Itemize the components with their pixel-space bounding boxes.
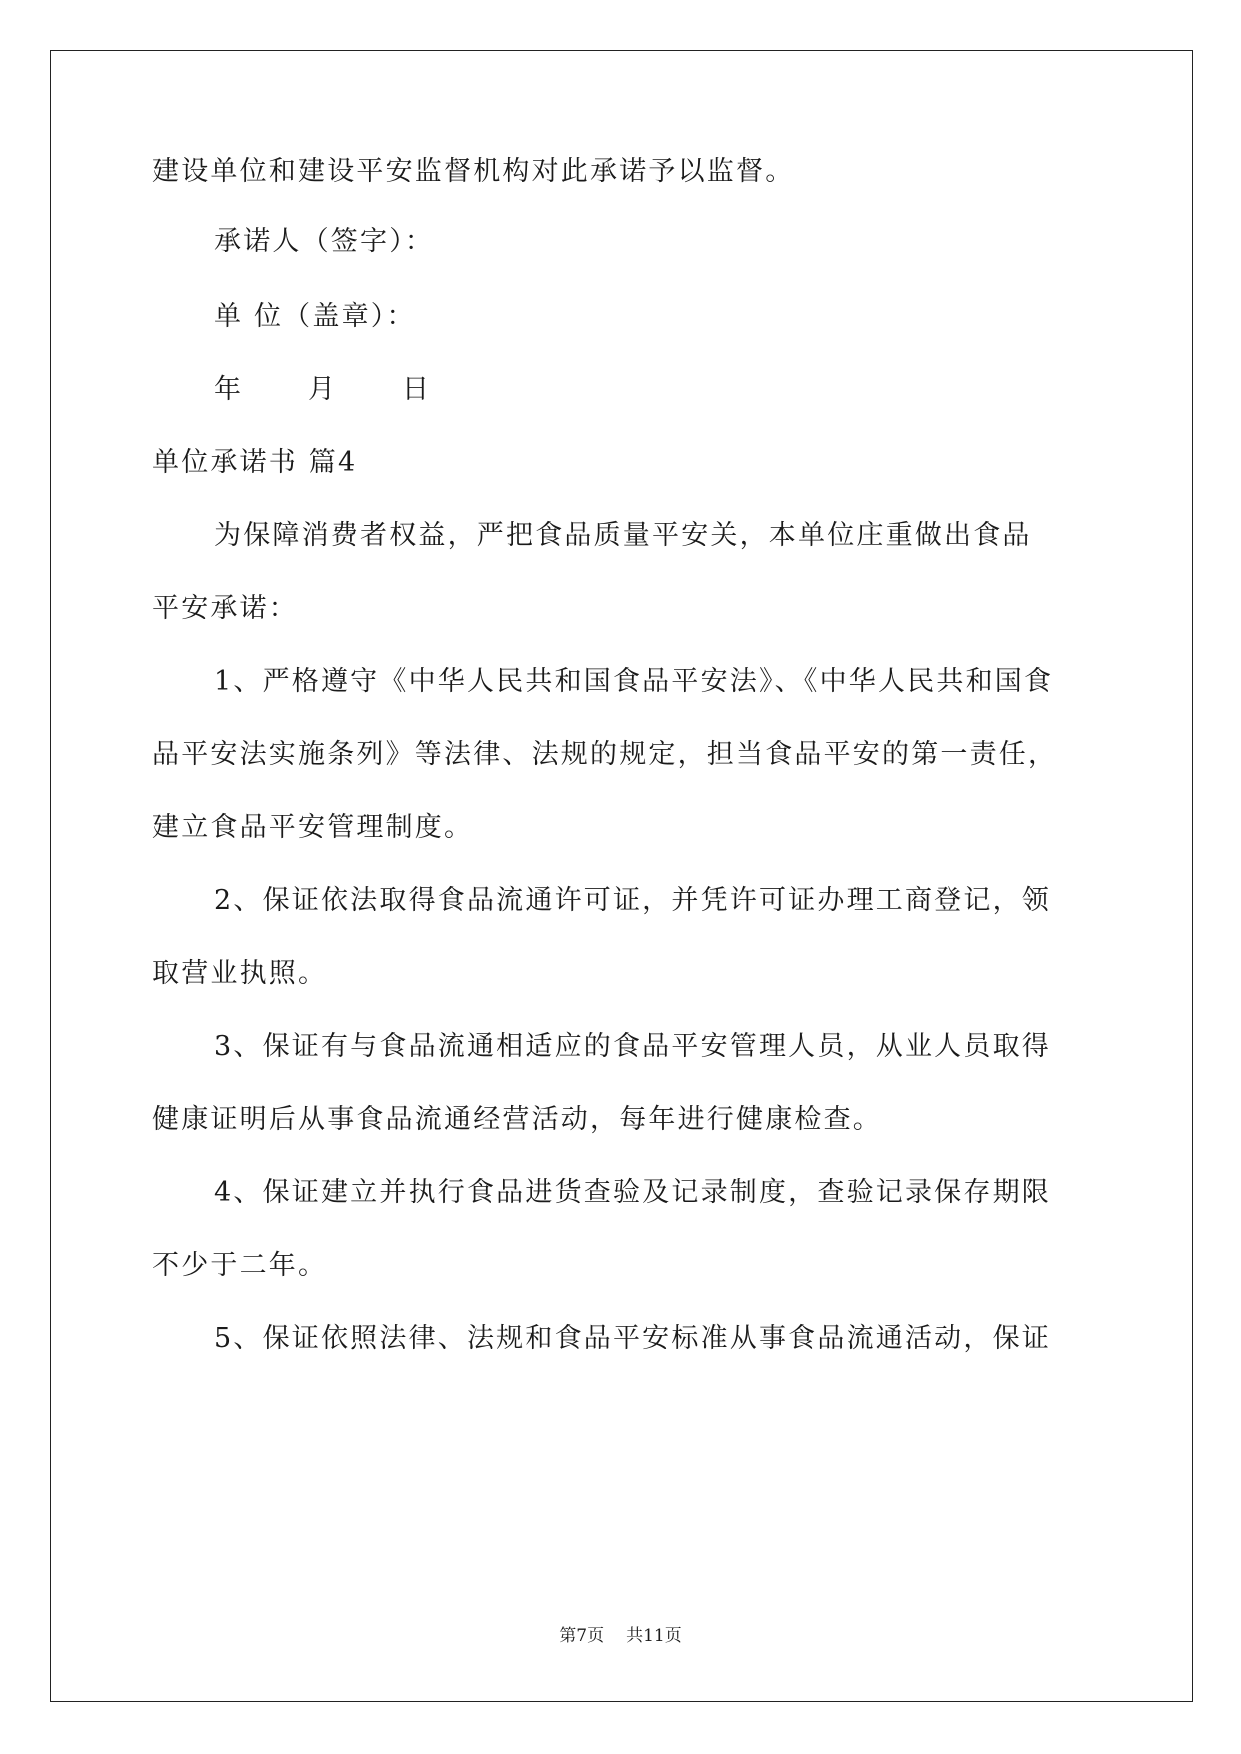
page-total: 共11页 <box>626 1626 682 1646</box>
paragraph-line: 为保障消费者权益，严把食品质量平安关，本单位庄重做出食品 <box>214 520 1032 551</box>
paragraph-line: 取营业执照。 <box>152 958 328 989</box>
unit-seal-label: 单 位（盖章）： <box>214 301 416 332</box>
paragraph-line: 4、保证建立并执行食品进货查验及记录制度，查验记录保存期限 <box>214 1177 1051 1208</box>
year-label: 年 <box>214 374 244 405</box>
section-heading: 单位承诺书 篇4 <box>152 447 358 478</box>
day-label: 日 <box>402 374 432 405</box>
date-line <box>214 370 431 410</box>
paragraph-line: 2、保证依法取得食品流通许可证，并凭许可证办理工商登记，领 <box>214 885 1051 916</box>
paragraph-line: 3、保证有与食品流通相适应的食品平安管理人员，从业人员取得 <box>214 1031 1051 1062</box>
page-number: 第7页 <box>559 1626 605 1646</box>
page-footer <box>0 1624 1241 1648</box>
paragraph-line: 品平安法实施条列》等法律、法规的规定，担当食品平安的第一责任， <box>152 739 1058 770</box>
paragraph-line: 1、严格遵守《中华人民共和国食品平安法》、《中华人民共和国食 <box>214 666 1054 697</box>
text-line: 建设单位和建设平安监督机构对此承诺予以监督。 <box>152 156 795 187</box>
month-label: 月 <box>308 374 338 405</box>
signatory-label: 承诺人（签字）： <box>214 226 435 257</box>
paragraph-line: 建立食品平安管理制度。 <box>152 812 474 843</box>
paragraph-line: 健康证明后从事食品流通经营活动，每年进行健康检查。 <box>152 1104 882 1135</box>
paragraph-line: 不少于二年。 <box>152 1250 328 1281</box>
paragraph-line: 平安承诺： <box>152 593 298 624</box>
paragraph-line: 5、保证依照法律、法规和食品平安标准从事食品流通活动，保证 <box>214 1323 1051 1354</box>
